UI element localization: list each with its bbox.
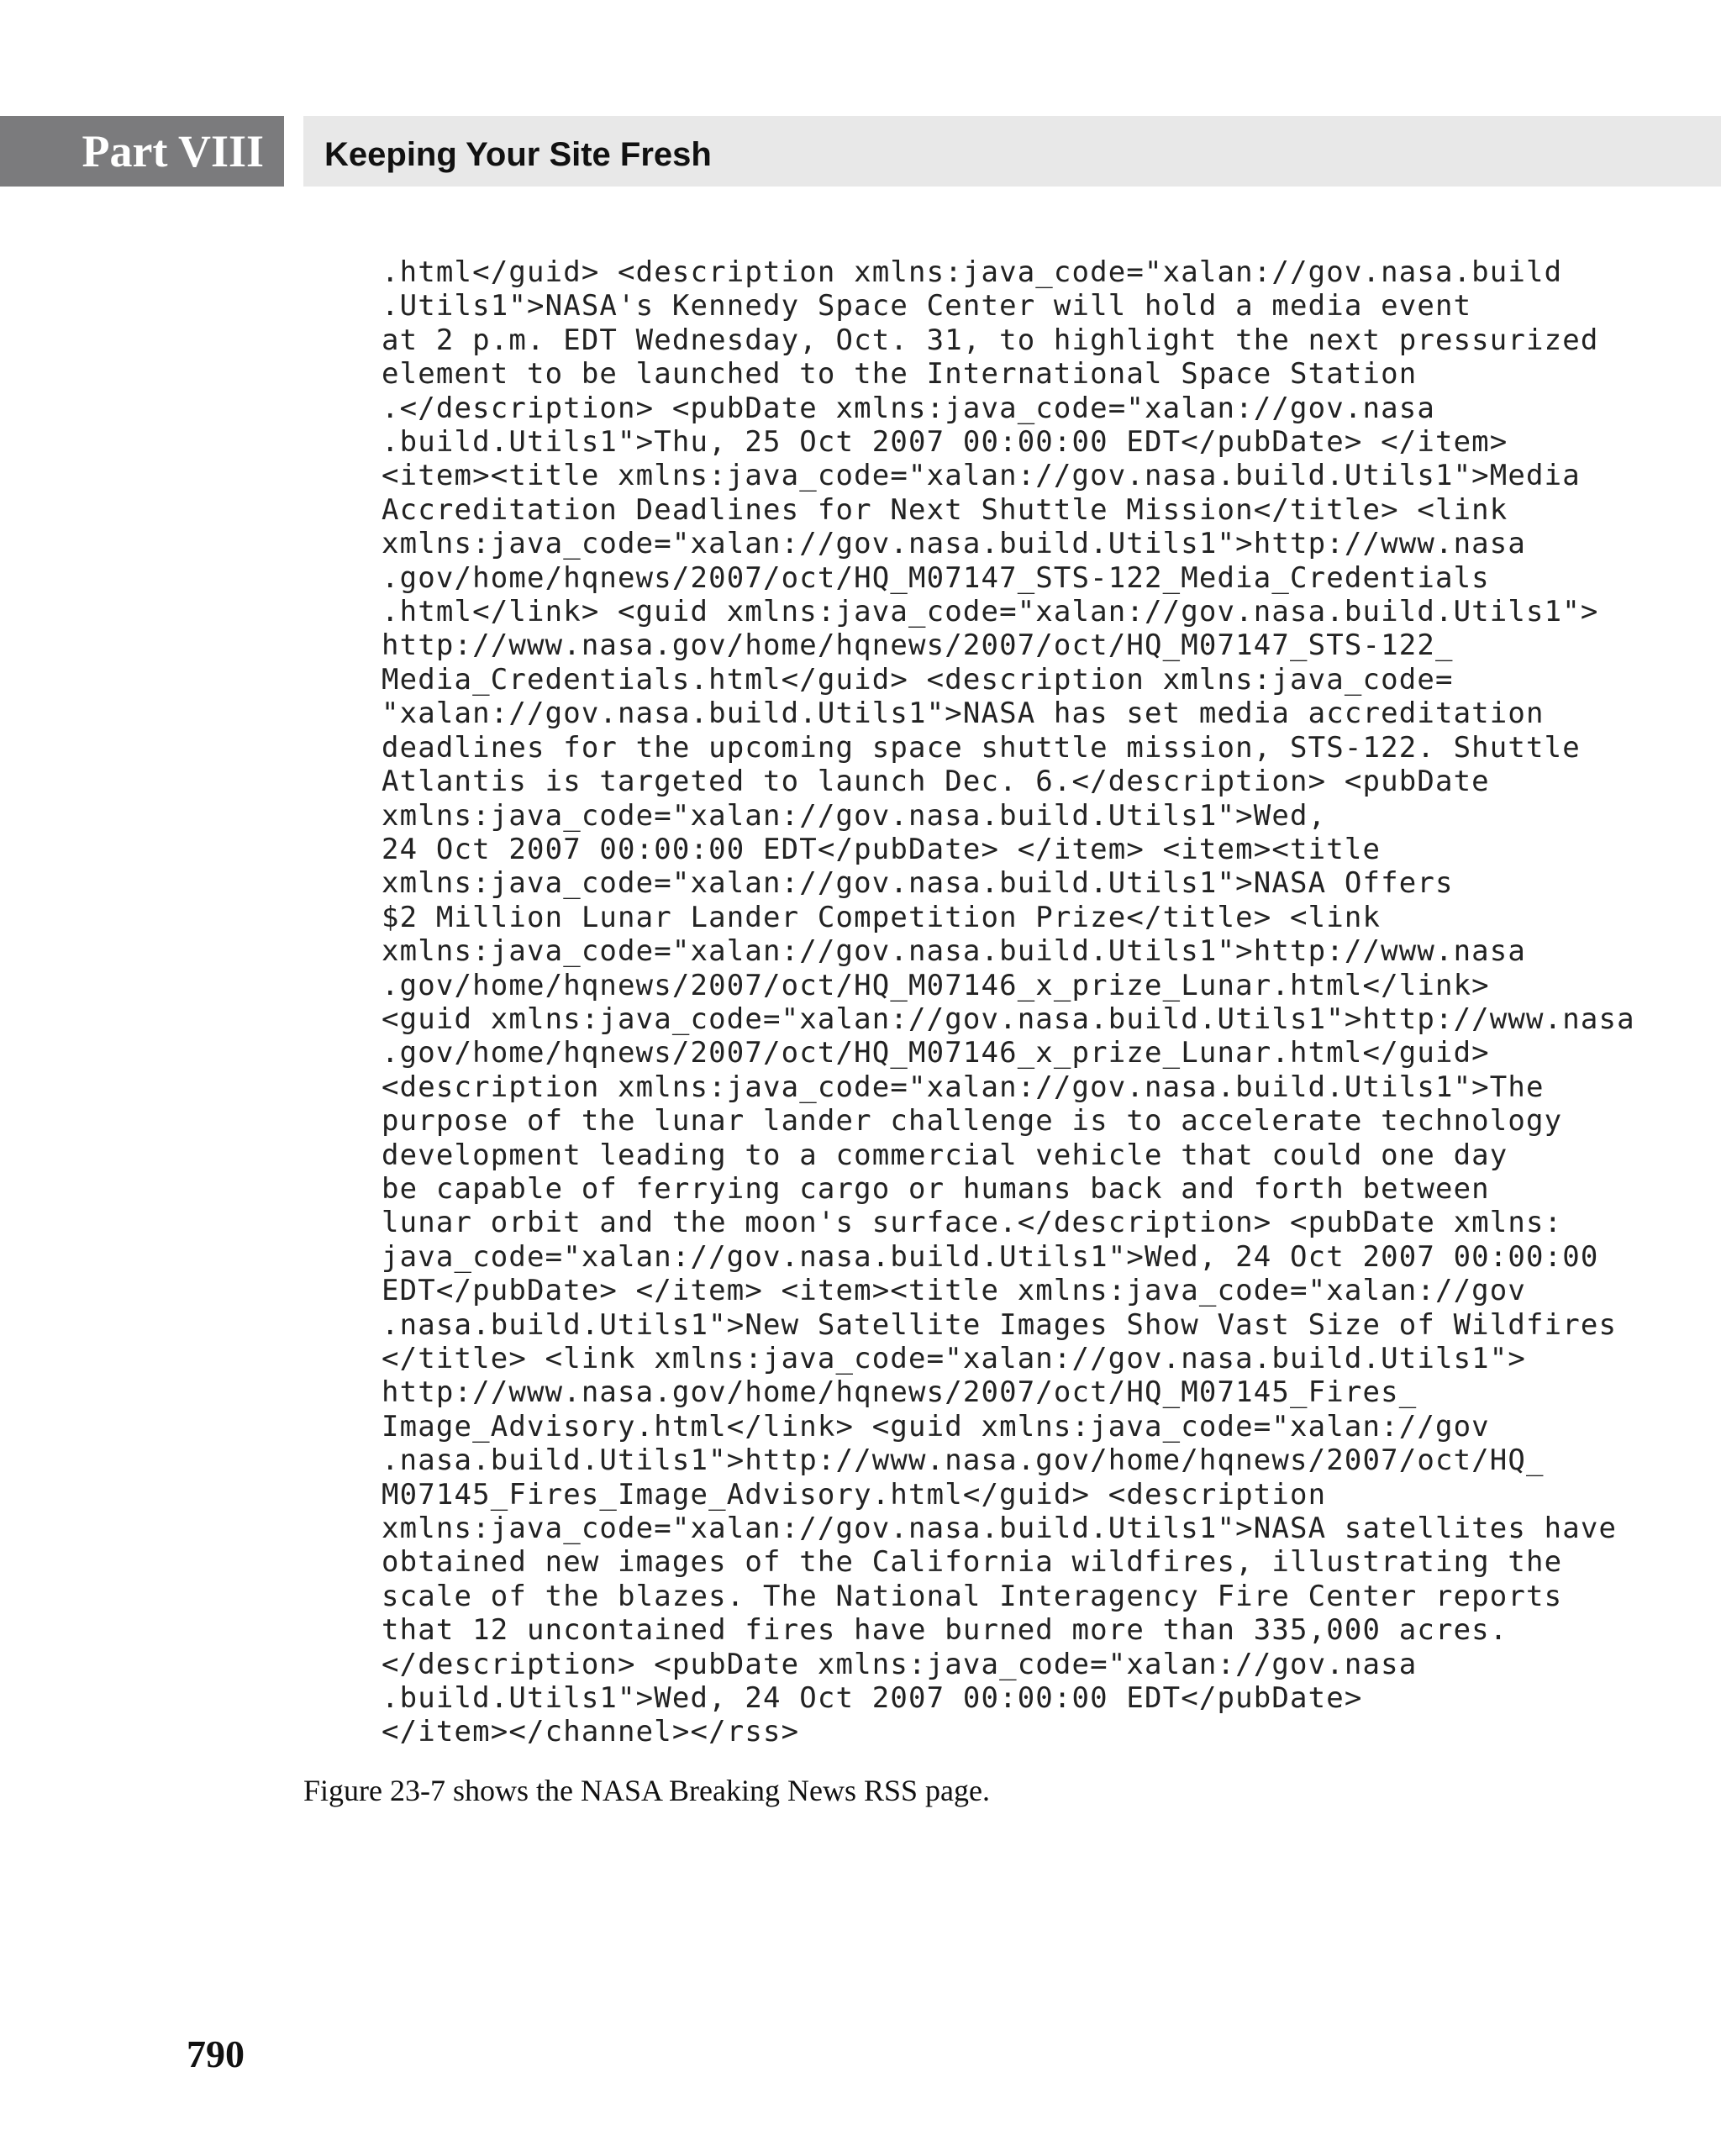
code-line: at 2 p.m. EDT Wednesday, Oct. 31, to highlight the next pressurized: [382, 323, 1599, 357]
code-line: xmlns:java_code="xalan://gov.nasa.build.Utils1">http://www.nasa: [382, 527, 1527, 561]
code-line: $2 Million Lunar Lander Competition Prize</title> <link: [382, 900, 1382, 934]
code-line: .build.Utils1">Thu, 25 Oct 2007 00:00:00 EDT</pubDate> </item>: [382, 425, 1508, 460]
code-line: Atlantis is targeted to launch Dec. 6.</description> <pubDate: [382, 765, 1490, 799]
body-paragraph: Figure 23-7 shows the NASA Breaking News RSS page.: [303, 1774, 990, 1807]
code-line: .gov/home/hqnews/2007/oct/HQ_M07147_STS-122_Media_Credentials: [382, 560, 1490, 595]
code-line: be capable of ferrying cargo or humans back and forth between: [382, 1171, 1490, 1206]
code-line: .nasa.build.Utils1">New Satellite Images Show Vast Size of Wildfires: [382, 1307, 1618, 1342]
code-line: .</description> <pubDate xmlns:java_code="xalan://gov.nasa: [382, 391, 1435, 425]
code-line: java_code="xalan://gov.nasa.build.Utils1">Wed, 24 Oct 2007 00:00:00: [382, 1239, 1599, 1274]
code-line: http://www.nasa.gov/home/hqnews/2007/oct/HQ_M07145_Fires_: [382, 1375, 1418, 1410]
code-line: deadlines for the upcoming space shuttle mission, STS-122. Shuttle: [382, 730, 1581, 765]
code-line: <item><title xmlns:java_code="xalan://gov.nasa.build.Utils1">Media: [382, 459, 1581, 493]
code-line: http://www.nasa.gov/home/hqnews/2007/oct/HQ_M07147_STS-122_: [382, 628, 1454, 663]
code-line: xmlns:java_code="xalan://gov.nasa.build.Utils1">http://www.nasa: [382, 934, 1527, 969]
code-line: <description xmlns:java_code="xalan://gov.nasa.build.Utils1">The: [382, 1070, 1545, 1104]
code-line: .build.Utils1">Wed, 24 Oct 2007 00:00:00 EDT</pubDate>: [382, 1681, 1363, 1716]
code-line: .gov/home/hqnews/2007/oct/HQ_M07146_x_prize_Lunar.html</link>: [382, 968, 1490, 1002]
code-line: "xalan://gov.nasa.build.Utils1">NASA has set media accreditation: [382, 697, 1545, 731]
code-line: .html</link> <guid xmlns:java_code="xalan://gov.nasa.build.Utils1">: [382, 595, 1599, 629]
code-line: <guid xmlns:java_code="xalan://gov.nasa.build.Utils1">http://www.nasa: [382, 1002, 1635, 1036]
code-line: </item></channel></rss>: [382, 1715, 800, 1749]
code-line: scale of the blazes. The National Interagency Fire Center reports: [382, 1579, 1563, 1613]
code-line: xmlns:java_code="xalan://gov.nasa.build.Utils1">Wed,: [382, 798, 1327, 833]
code-line: element to be launched to the International Space Station: [382, 357, 1418, 392]
code-line: .gov/home/hqnews/2007/oct/HQ_M07146_x_prize_Lunar.html</guid>: [382, 1036, 1490, 1070]
code-line: that 12 uncontained fires have burned more than 335,000 acres.: [382, 1613, 1508, 1648]
code-line: M07145_Fires_Image_Advisory.html</guid> <description: [382, 1477, 1327, 1512]
code-line: obtained new images of the California wildfires, illustrating the: [382, 1545, 1563, 1580]
code-line: Accreditation Deadlines for Next Shuttle Mission</title> <link: [382, 492, 1508, 527]
code-line: .html</guid> <description xmlns:java_code="xalan://gov.nasa.build: [382, 255, 1563, 289]
code-line: </title> <link xmlns:java_code="xalan://gov.nasa.build.Utils1">: [382, 1342, 1527, 1375]
code-line: .nasa.build.Utils1">http://www.nasa.gov/home/hqnews/2007/oct/HQ_: [382, 1443, 1545, 1478]
code-line: .Utils1">NASA's Kennedy Space Center will hold a media event: [382, 289, 1472, 323]
code-line: 24 Oct 2007 00:00:00 EDT</pubDate> </item> <item><title: [382, 832, 1382, 866]
chapter-running-title: Keeping Your Site Fresh: [324, 136, 712, 173]
code-listing: [382, 255, 1635, 1749]
code-line: xmlns:java_code="xalan://gov.nasa.build.Utils1">NASA Offers: [382, 866, 1454, 901]
code-line: development leading to a commercial vehicle that could one day: [382, 1138, 1508, 1172]
code-line: lunar orbit and the moon's surface.</description> <pubDate xmlns:: [382, 1206, 1563, 1240]
code-line: purpose of the lunar lander challenge is to accelerate technology: [382, 1104, 1563, 1138]
page-number: 790: [187, 2032, 245, 2075]
code-line: Image_Advisory.html</link> <guid xmlns:java_code="xalan://gov: [382, 1409, 1490, 1443]
code-line: </description> <pubDate xmlns:java_code="xalan://gov.nasa: [382, 1647, 1418, 1681]
code-line: Media_Credentials.html</guid> <description xmlns:java_code=: [382, 662, 1454, 697]
code-line: xmlns:java_code="xalan://gov.nasa.build.Utils1">NASA satellites have: [382, 1512, 1618, 1546]
part-label: Part VIII: [0, 116, 284, 187]
code-line: EDT</pubDate> </item> <item><title xmlns:java_code="xalan://gov: [382, 1274, 1527, 1308]
